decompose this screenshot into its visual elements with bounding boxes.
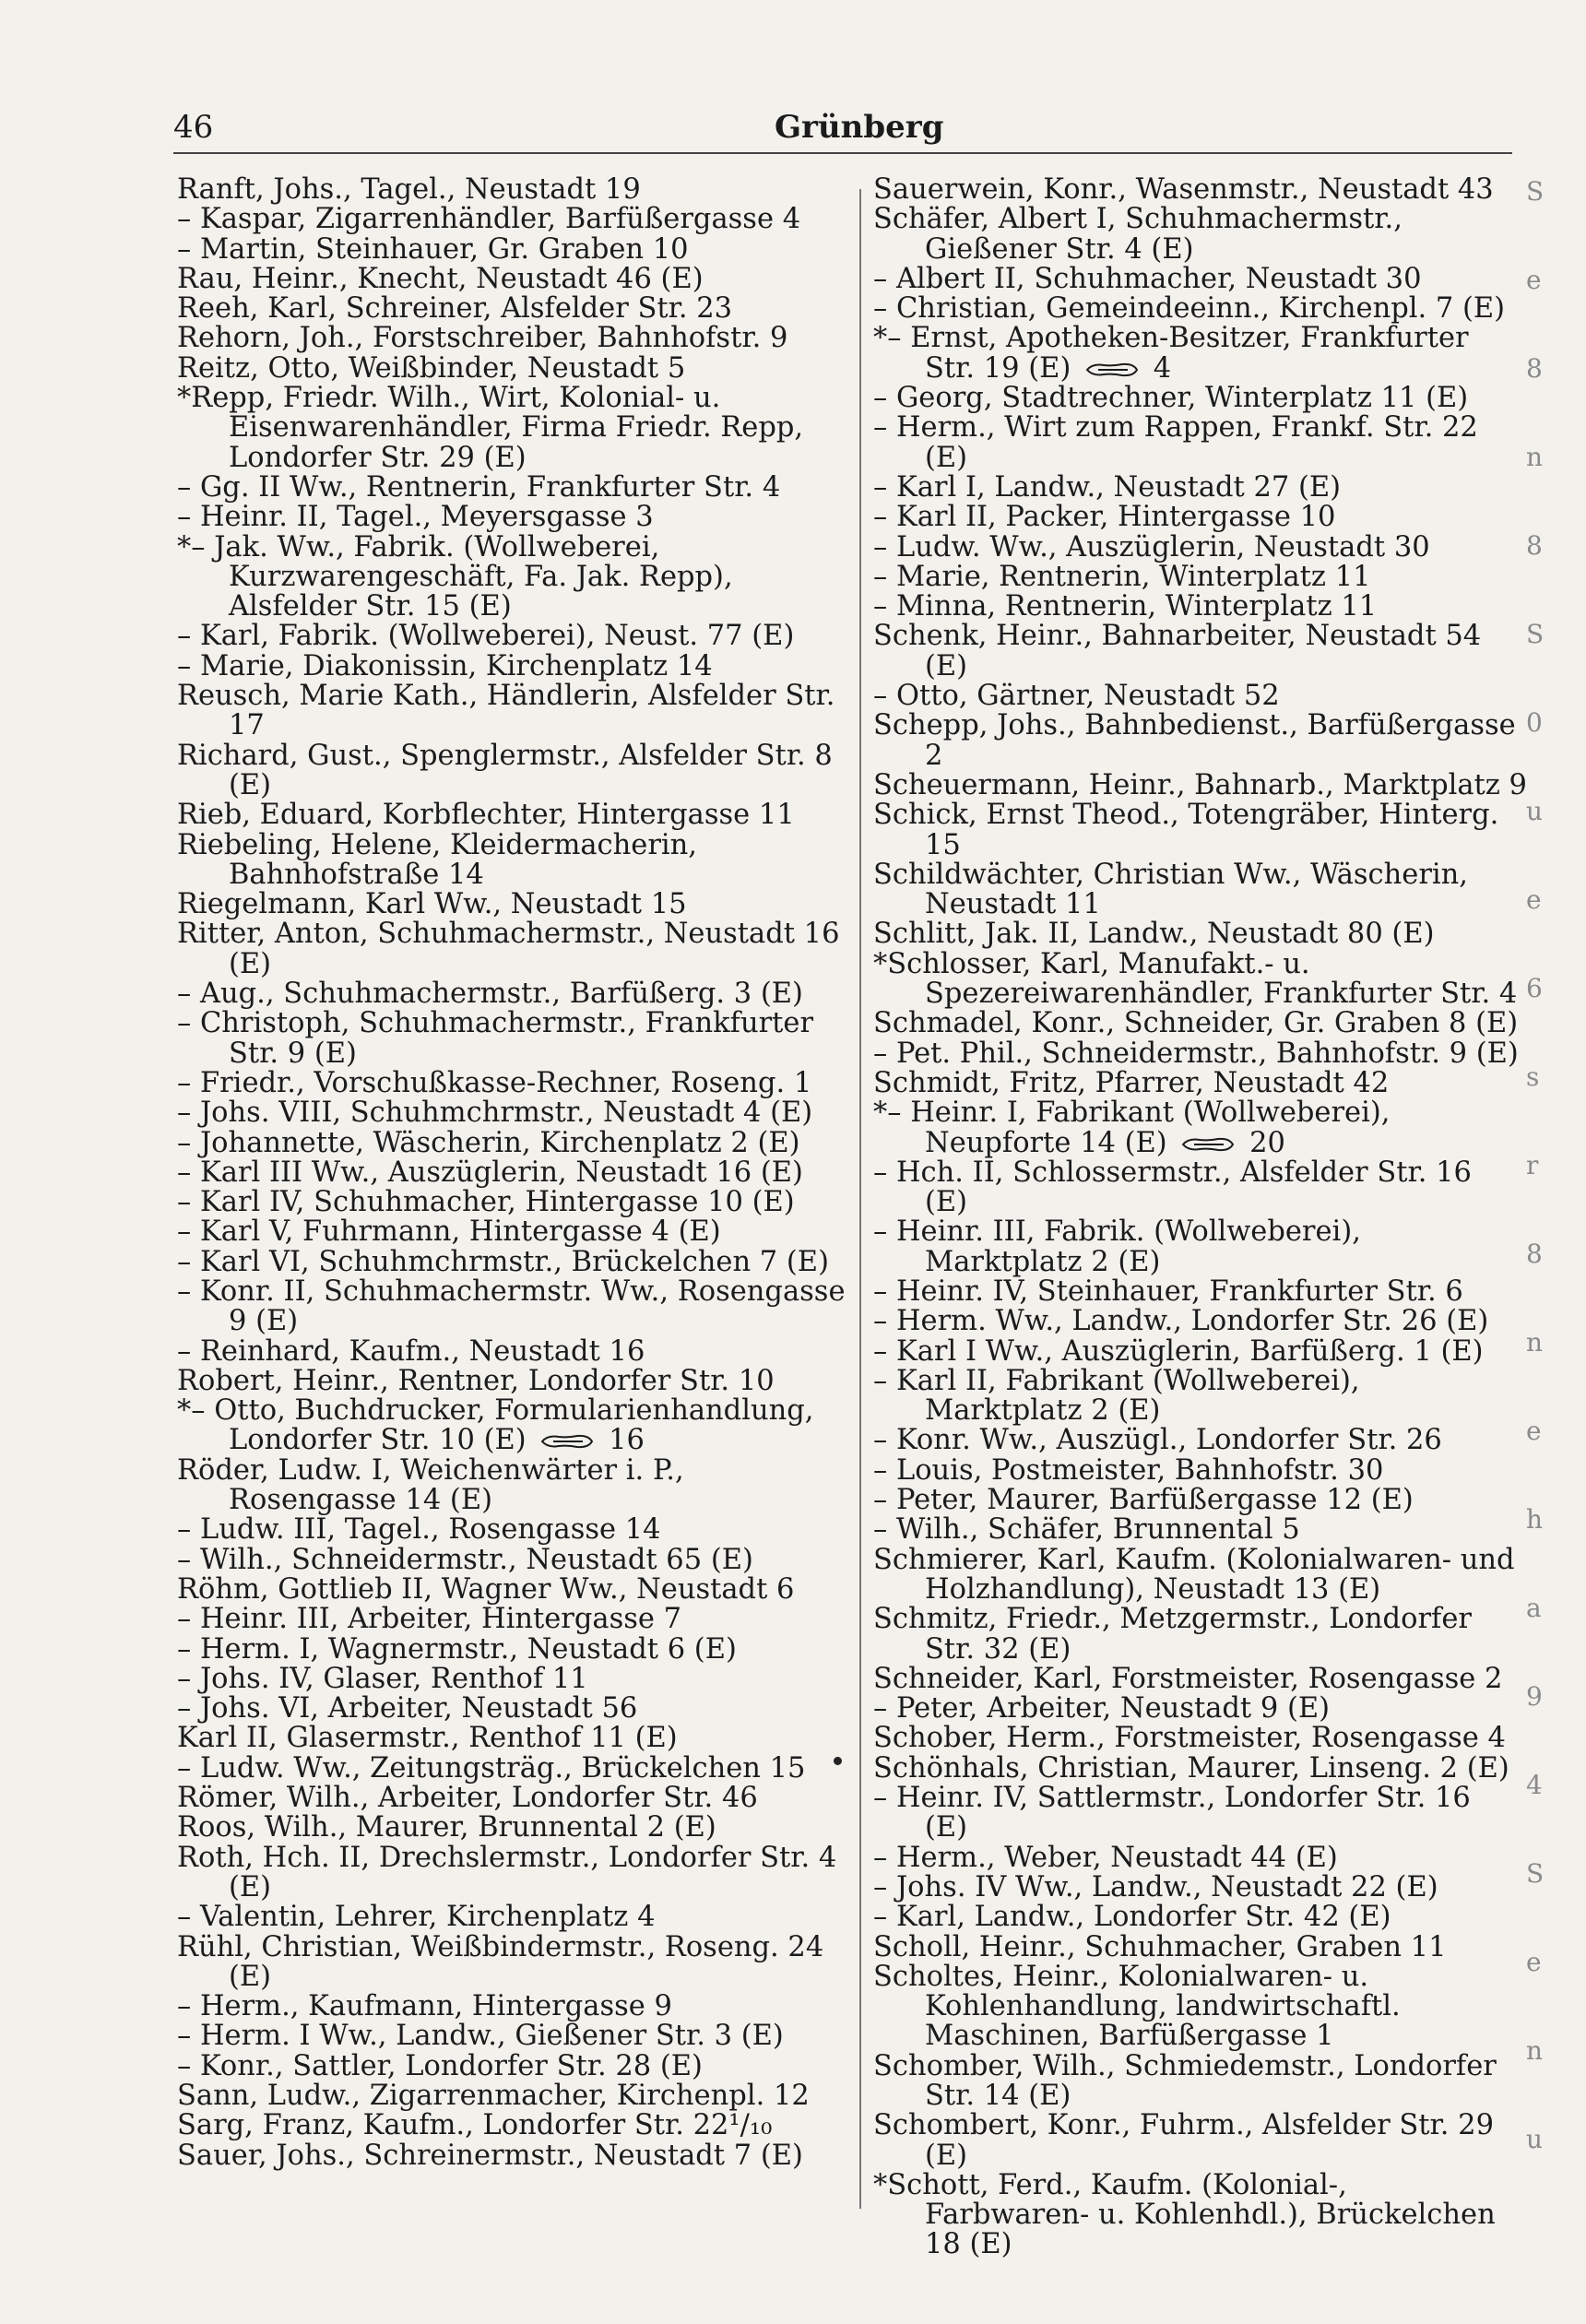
directory-entry: Reusch, Marie Kath., Händlerin, Alsfelder Str. 17 bbox=[177, 680, 835, 742]
directory-entry: – Peter, Maurer, Barfüßergasse 12 (E) bbox=[873, 1484, 1414, 1517]
bleed-glyph: a bbox=[1526, 1593, 1542, 1623]
directory-entry: Schlitt, Jak. II, Landw., Neustadt 80 (E) bbox=[873, 918, 1435, 951]
directory-entry: Riebeling, Helene, Kleidermacherin, Bahnhofstraße 14 bbox=[177, 828, 697, 891]
directory-entry: – Wilh., Schneidermstr., Neustadt 65 (E) bbox=[177, 1543, 753, 1576]
directory-entry: Robert, Heinr., Rentner, Londorfer Str. 10 bbox=[177, 1364, 775, 1397]
directory-entry: Rau, Heinr., Knecht, Neustadt 46 (E) bbox=[177, 262, 704, 295]
page-header bbox=[173, 109, 1520, 155]
directory-entry: – Karl II, Fabrikant (Wollweberei), Marktplatz 2 (E) bbox=[873, 1364, 1360, 1428]
bleed-glyph: 4 bbox=[1526, 1770, 1543, 1800]
directory-entry: – Johannette, Wäscherin, Kirchenplatz 2 (E) bbox=[177, 1126, 800, 1159]
directory-entry: – Ludw. Ww., Auszüglerin, Neustadt 30 bbox=[873, 530, 1430, 563]
directory-entry: – Minna, Rentnerin, Winterplatz 11 bbox=[873, 590, 1378, 623]
directory-entry: – Otto, Gärtner, Neustadt 52 bbox=[873, 680, 1280, 713]
directory-entry: Schepp, Johs., Bahnbedienst., Barfüßergasse 2 bbox=[873, 709, 1516, 772]
directory-entry: – Karl IV, Schuhmacher, Hintergasse 10 (E) bbox=[177, 1186, 795, 1219]
directory-entry: Schomber, Wilh., Schmiedemstr., Londorfer Str. 14 (E) bbox=[873, 2049, 1497, 2112]
directory-entry: – Heinr. III, Arbeiter, Hintergasse 7 bbox=[177, 1603, 682, 1636]
directory-entry: *– Ernst, Apotheken-Besitzer, Frankfurter Str. 19 (E) 4 bbox=[873, 322, 1469, 385]
directory-entry: – Peter, Arbeiter, Neustadt 9 (E) bbox=[873, 1692, 1331, 1725]
directory-entry: – Konr. Ww., Auszügl., Londorfer Str. 26 bbox=[873, 1424, 1442, 1457]
directory-entry: Schneider, Karl, Forstmeister, Rosengasse 2 bbox=[873, 1662, 1503, 1695]
directory-entry: *Schott, Ferd., Kaufm. (Kolonial-, Farbwaren- u. Kohlenhdl.), Brückelchen 18 (E) bbox=[873, 2168, 1496, 2261]
bleed-glyph: e bbox=[1526, 1947, 1542, 1977]
directory-entry: Scheuermann, Heinr., Bahnarb., Marktplatz 9 bbox=[873, 768, 1527, 801]
bleed-glyph: s bbox=[1526, 1061, 1540, 1092]
directory-entry: – Herm. I Ww., Landw., Gießener Str. 3 (E) bbox=[177, 2020, 784, 2053]
directory-entry: Sarg, Franz, Kaufm., Londorfer Str. 22¹/₁₀ bbox=[177, 2109, 773, 2142]
directory-entry: Sauer, Johs., Schreinermstr., Neustadt 7 (E) bbox=[177, 2139, 803, 2172]
directory-entry: Richard, Gust., Spenglermstr., Alsfelder Str. 8 (E) bbox=[177, 739, 833, 801]
directory-entry: – Ludw. III, Tagel., Rosengasse 14 bbox=[177, 1513, 661, 1547]
directory-entry: Röder, Ludw. I, Weichenwärter i. P., Rosengasse 14 (E) bbox=[177, 1453, 684, 1517]
directory-entry: – Valentin, Lehrer, Kirchenplatz 4 bbox=[177, 1901, 656, 1934]
directory-entry: – Kaspar, Zigarrenhändler, Barfüßergasse 4 bbox=[177, 203, 801, 236]
directory-entry: – Friedr., Vorschußkasse-Rechner, Roseng. 1 bbox=[177, 1066, 812, 1099]
directory-entry: Schenk, Heinr., Bahnarbeiter, Neustadt 54 (E) bbox=[873, 620, 1482, 682]
bleed-glyph: n bbox=[1526, 442, 1544, 472]
page-number: 46 bbox=[173, 109, 214, 146]
directory-entry: – Johs. VI, Arbeiter, Neustadt 56 bbox=[177, 1692, 638, 1725]
bleed-glyph: 9 bbox=[1526, 1681, 1543, 1712]
directory-entry: Rieb, Eduard, Korbflechter, Hintergasse 11 bbox=[177, 799, 795, 832]
directory-entry: *– Heinr. I, Fabrikant (Wollweberei), Neupforte 14 (E) 20 bbox=[873, 1097, 1391, 1159]
bleed-glyph: h bbox=[1526, 1504, 1544, 1535]
right-column bbox=[873, 173, 1527, 2261]
directory-entry: – Louis, Postmeister, Bahnhofstr. 30 bbox=[873, 1453, 1384, 1487]
directory-entry: – Christoph, Schuhmachermstr., Frankfurter Str. 9 (E) bbox=[177, 1007, 814, 1070]
directory-entry: – Wilh., Schäfer, Brunnental 5 bbox=[873, 1513, 1300, 1547]
directory-entry: – Herm., Wirt zum Rappen, Frankf. Str. 22 (E) bbox=[873, 411, 1478, 474]
directory-entry: Sann, Ludw., Zigarrenmacher, Kirchenpl. 12 bbox=[177, 2080, 810, 2112]
directory-entry: Reeh, Karl, Schreiner, Alsfelder Str. 23 bbox=[177, 292, 733, 326]
bleed-glyph: 8 bbox=[1526, 1239, 1543, 1269]
directory-entry: – Heinr. II, Tagel., Meyersgasse 3 bbox=[177, 501, 654, 534]
directory-entry: – Johs. IV Ww., Landw., Neustadt 22 (E) bbox=[873, 1870, 1438, 1903]
directory-entry: Schäfer, Albert I, Schuhmachermstr., Gießener Str. 4 (E) bbox=[873, 203, 1403, 266]
directory-entry: – Martin, Steinhauer, Gr. Graben 10 bbox=[177, 232, 689, 266]
directory-entry: *Schlosser, Karl, Manufakt.- u. Spezereiwarenhändler, Frankfurter Str. 4 bbox=[873, 947, 1518, 1011]
directory-entry: – Karl II, Packer, Hintergasse 10 bbox=[873, 501, 1336, 534]
directory-entry: – Karl V, Fuhrmann, Hintergasse 4 (E) bbox=[177, 1215, 721, 1249]
bleed-glyph: S bbox=[1526, 1858, 1545, 1889]
directory-entry: Schmidt, Fritz, Pfarrer, Neustadt 42 bbox=[873, 1066, 1390, 1099]
facing-page-bleed bbox=[1526, 148, 1586, 2269]
directory-entry: Rehorn, Joh., Forstschreiber, Bahnhofstr. 9 bbox=[177, 322, 788, 355]
directory-entry: Schombert, Konr., Fuhrm., Alsfelder Str. 29 (E) bbox=[873, 2109, 1494, 2172]
directory-entry: – Karl III Ww., Auszüglerin, Neustadt 16 (E) bbox=[177, 1156, 803, 1189]
bleed-glyph: 0 bbox=[1526, 707, 1543, 738]
directory-entry: – Johs. IV, Glaser, Renthof 11 bbox=[177, 1662, 588, 1695]
directory-entry: – Albert II, Schuhmacher, Neustadt 30 bbox=[873, 262, 1422, 295]
directory-entry: Ritter, Anton, Schuhmachermstr., Neustadt 16 (E) bbox=[177, 918, 840, 980]
directory-entry: Römer, Wilh., Arbeiter, Londorfer Str. 46 bbox=[177, 1782, 758, 1815]
directory-entry: Scholl, Heinr., Schuhmacher, Graben 11 bbox=[873, 1930, 1447, 1963]
directory-entry: *– Otto, Buchdrucker, Formularienhandlung, Londorfer Str. 10 (E) 16 bbox=[177, 1394, 814, 1457]
bleed-glyph: n bbox=[1526, 2035, 1544, 2066]
bleed-glyph: 8 bbox=[1526, 353, 1543, 384]
column-divider bbox=[859, 189, 861, 2209]
bleed-glyph: e bbox=[1526, 1416, 1542, 1446]
telephone-icon bbox=[540, 1433, 594, 1450]
directory-entry: – Konr., Sattler, Londorfer Str. 28 (E) bbox=[177, 2049, 703, 2082]
directory-entry: – Marie, Diakonissin, Kirchenplatz 14 bbox=[177, 649, 713, 682]
directory-entry: – Karl, Fabrik. (Wollweberei), Neust. 77 (E) bbox=[177, 620, 795, 653]
bleed-glyph: r bbox=[1526, 1150, 1539, 1180]
directory-entry: Karl II, Glasermstr., Renthof 11 (E) bbox=[177, 1722, 678, 1755]
telephone-icon bbox=[1181, 1136, 1235, 1153]
directory-entry: – Heinr. III, Fabrik. (Wollweberei), Marktplatz 2 (E) bbox=[873, 1215, 1361, 1278]
directory-entry: Roos, Wilh., Maurer, Brunnental 2 (E) bbox=[177, 1811, 716, 1844]
directory-entry: Ranft, Johs., Tagel., Neustadt 19 bbox=[177, 173, 641, 206]
directory-entry: – Aug., Schuhmachermstr., Barfüßerg. 3 (E) bbox=[177, 978, 803, 1011]
bleed-glyph: n bbox=[1526, 1327, 1544, 1358]
directory-entry: Röhm, Gottlieb II, Wagner Ww., Neustadt 6 bbox=[177, 1572, 795, 1606]
header-rule bbox=[173, 152, 1512, 154]
directory-entry: Schönhals, Christian, Maurer, Linseng. 2 (E) bbox=[873, 1751, 1509, 1784]
directory-entry: *– Jak. Ww., Fabrik. (Wollweberei, Kurzwarengeschäft, Fa. Jak. Repp), Alsfelder Str. 15 (E) bbox=[177, 530, 733, 623]
directory-entry: Roth, Hch. II, Drechslermstr., Londorfer Str. 4 (E) bbox=[177, 1841, 837, 1903]
directory-entry: Schober, Herm., Forstmeister, Rosengasse 4 bbox=[873, 1722, 1506, 1755]
directory-entry: Schmitz, Friedr., Metzgermstr., Londorfer Str. 32 (E) bbox=[873, 1603, 1472, 1666]
directory-entry: – Herm., Kaufmann, Hintergasse 9 bbox=[177, 1990, 672, 2023]
directory-entry: – Hch. II, Schlossermstr., Alsfelder Str. 16 (E) bbox=[873, 1156, 1472, 1219]
directory-entry: – Georg, Stadtrechner, Winterplatz 11 (E) bbox=[873, 382, 1469, 415]
directory-entry: Riegelmann, Karl Ww., Neustadt 15 bbox=[177, 888, 687, 921]
ink-dot bbox=[834, 1757, 842, 1765]
running-head-title: Grünberg bbox=[775, 109, 944, 146]
directory-entry: – Christian, Gemeindeeinn., Kirchenpl. 7 (E) bbox=[873, 292, 1506, 326]
bleed-glyph: e bbox=[1526, 884, 1542, 915]
directory-entry: – Herm., Weber, Neustadt 44 (E) bbox=[873, 1841, 1338, 1874]
directory-entry: – Karl VI, Schuhmchrmstr., Brückelchen 7 (E) bbox=[177, 1245, 829, 1278]
directory-entry: Reitz, Otto, Weißbinder, Neustadt 5 bbox=[177, 351, 686, 385]
telephone-icon bbox=[1085, 362, 1139, 378]
bleed-glyph: e bbox=[1526, 265, 1542, 295]
bleed-glyph: 8 bbox=[1526, 530, 1543, 561]
directory-entry: Scholtes, Heinr., Kolonialwaren- u. Kohlenhandlung, landwirtschaftl. Maschinen, Barfüßergasse 1 bbox=[873, 1960, 1401, 2053]
directory-entry: *Repp, Friedr. Wilh., Wirt, Kolonial- u. Eisenwarenhändler, Firma Friedr. Repp, Londorfer Str. 29 (E) bbox=[177, 382, 804, 474]
bleed-glyph: 6 bbox=[1526, 973, 1543, 1003]
directory-entry: – Karl I Ww., Auszüglerin, Barfüßerg. 1 (E) bbox=[873, 1334, 1484, 1368]
directory-entry: – Reinhard, Kaufm., Neustadt 16 bbox=[177, 1334, 645, 1368]
directory-entry: Schmadel, Konr., Schneider, Gr. Graben 8 (E) bbox=[873, 1007, 1519, 1040]
left-column bbox=[177, 175, 850, 2171]
directory-entry: – Herm. I, Wagnermstr., Neustadt 6 (E) bbox=[177, 1632, 737, 1666]
directory-entry: – Heinr. IV, Sattlermstr., Londorfer Str. 16 (E) bbox=[873, 1782, 1471, 1844]
directory-entry: – Heinr. IV, Steinhauer, Frankfurter Str. 6 bbox=[873, 1275, 1463, 1308]
directory-entry: – Gg. II Ww., Rentnerin, Frankfurter Str. 4 bbox=[177, 470, 781, 504]
directory-entry: Schick, Ernst Theod., Totengräber, Hinterg. 15 bbox=[873, 799, 1499, 861]
bleed-glyph: S bbox=[1526, 619, 1545, 649]
directory-entry: – Herm. Ww., Landw., Londorfer Str. 26 (E) bbox=[873, 1305, 1489, 1338]
bleed-glyph: u bbox=[1526, 796, 1544, 826]
directory-entry: – Ludw. Ww., Zeitungsträg., Brückelchen 15 bbox=[177, 1751, 806, 1784]
directory-entry: Sauerwein, Konr., Wasenmstr., Neustadt 43 bbox=[873, 173, 1494, 206]
bleed-glyph: u bbox=[1526, 2124, 1544, 2154]
directory-entry: – Konr. II, Schuhmachermstr. Ww., Rosengasse 9 (E) bbox=[177, 1275, 846, 1338]
directory-entry: Schmierer, Karl, Kaufm. (Kolonialwaren- und Holzhandlung), Neustadt 13 (E) bbox=[873, 1543, 1515, 1606]
bleed-glyph: S bbox=[1526, 176, 1545, 207]
directory-entry: – Marie, Rentnerin, Winterplatz 11 bbox=[873, 560, 1371, 593]
directory-entry: – Pet. Phil., Schneidermstr., Bahnhofstr. 9 (E) bbox=[873, 1037, 1519, 1070]
directory-entry: – Karl, Landw., Londorfer Str. 42 (E) bbox=[873, 1901, 1391, 1934]
directory-entry: – Karl I, Landw., Neustadt 27 (E) bbox=[873, 470, 1342, 504]
directory-entry: – Johs. VIII, Schuhmchrmstr., Neustadt 4 (E) bbox=[177, 1097, 813, 1130]
directory-entry: Rühl, Christian, Weißbindermstr., Roseng. 24 (E) bbox=[177, 1930, 824, 1993]
directory-entry: Schildwächter, Christian Ww., Wäscherin, Neustadt 11 bbox=[873, 858, 1468, 921]
